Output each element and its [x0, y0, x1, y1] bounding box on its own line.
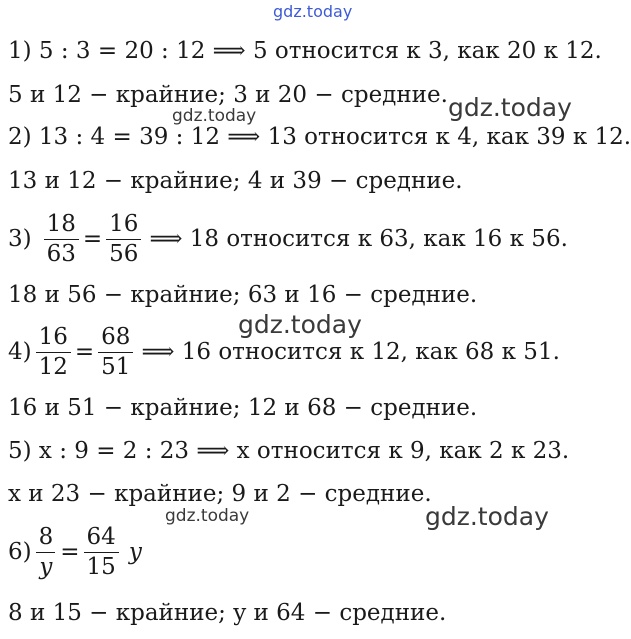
watermark: gdz.today [425, 502, 549, 531]
numerator: 68 [101, 324, 131, 351]
numerator: 64 [86, 524, 116, 551]
item-6-result: 8 и 15 − крайние; y и 64 − средние. [8, 600, 447, 626]
numerator: 16 [38, 324, 68, 351]
item-6-statement [8, 520, 142, 584]
item-1-result: 5 и 12 − крайние; 3 и 20 − средние. [8, 82, 448, 108]
equals-sign: = [74, 339, 95, 365]
item-2-result: 13 и 12 − крайние; 4 и 39 − средние. [8, 168, 463, 194]
numerator: 18 [46, 211, 76, 238]
variable: y [39, 553, 53, 580]
numerator: 8 [38, 524, 54, 551]
item-3-result: 18 и 56 − крайние; 63 и 16 − средние. [8, 282, 478, 308]
item-number: 6) [8, 539, 32, 565]
denominator: 12 [36, 352, 71, 379]
denominator: 51 [98, 352, 133, 379]
statement-text: ⟹ 16 относится к 12, как 68 к 51. [141, 339, 560, 365]
statement-text: ⟹ 18 относится к 63, как 16 к 56. [149, 226, 568, 252]
fraction [84, 525, 119, 578]
item-4-statement [8, 320, 560, 384]
variable: y [128, 539, 142, 565]
numerator: 16 [109, 211, 139, 238]
denominator: 63 [44, 239, 79, 266]
item-5-result: x и 23 − крайние; 9 и 2 − средние. [8, 481, 432, 507]
item-number: 4) [8, 339, 32, 365]
fraction [36, 325, 71, 378]
denominator: 15 [84, 552, 119, 579]
denominator: 56 [106, 239, 141, 266]
item-1-statement: 1) 5 : 3 = 20 : 12 ⟹ 5 относится к 3, как 20 к 12. [8, 38, 602, 64]
item-3-statement [8, 207, 568, 271]
fraction [36, 525, 57, 578]
item-2-statement: 2) 13 : 4 = 39 : 12 ⟹ 13 относится к 4, как 39 к 12. [8, 124, 631, 150]
item-4-result: 16 и 51 − крайние; 12 и 68 − средние. [8, 395, 478, 421]
equals-sign: = [82, 226, 103, 252]
watermark-top: gdz.today [273, 2, 353, 21]
watermark: gdz.today [165, 506, 250, 526]
fraction [44, 212, 79, 265]
watermark: gdz.today [238, 310, 362, 339]
watermark: gdz.today [448, 93, 572, 122]
fraction [98, 325, 133, 378]
fraction [106, 212, 141, 265]
denominator [36, 552, 55, 579]
item-5-statement: 5) x : 9 = 2 : 23 ⟹ x относится к 9, как 2 к 23. [8, 438, 570, 464]
equals-sign: = [60, 539, 80, 565]
item-number: 3) [8, 226, 32, 252]
watermark: gdz.today [172, 106, 257, 126]
